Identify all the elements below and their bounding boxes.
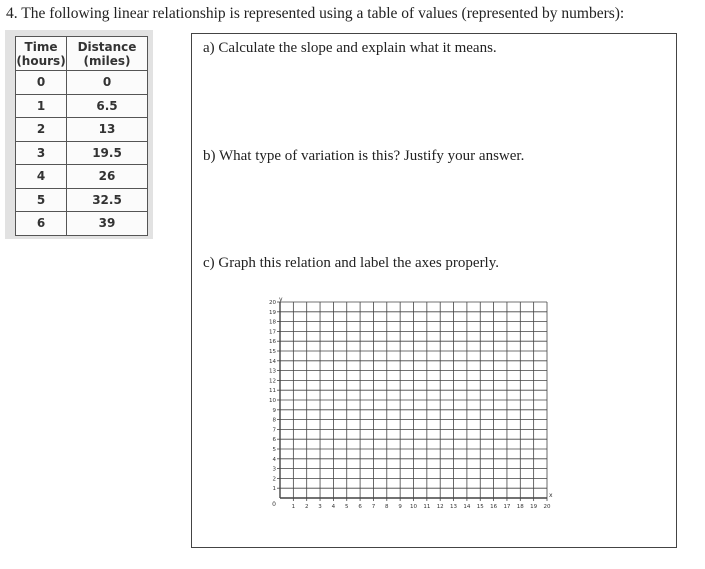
y-tick-label: 6 <box>272 437 276 444</box>
x-tick-label: 16 <box>490 504 498 510</box>
y-tick-label: 7 <box>272 427 276 434</box>
distance-header <box>67 37 148 71</box>
y-tick-label: 15 <box>269 349 276 355</box>
coordinate-grid <box>262 296 552 518</box>
time-cell: 3 <box>16 141 67 165</box>
y-tick-label: 11 <box>269 388 276 395</box>
distance-cell: 39 <box>67 212 148 236</box>
distance-cell: 19.5 <box>67 141 148 165</box>
part-c-prompt: c) Graph this relation and label the axes properly. <box>203 255 500 271</box>
y-tick-label: 5 <box>272 447 276 453</box>
y-axis-symbol: y <box>279 296 283 303</box>
x-tick-label: 1 <box>291 504 296 510</box>
table-row <box>16 94 148 118</box>
x-tick-label: 4 <box>331 504 336 510</box>
x-tick-label: 17 <box>503 504 511 510</box>
y-tick-label: 14 <box>269 358 276 365</box>
y-tick-label: 9 <box>272 407 276 414</box>
x-tick-label: 20 <box>543 504 551 510</box>
x-tick-label: 6 <box>358 504 362 510</box>
table-row <box>16 212 148 236</box>
time-cell: 0 <box>16 71 67 95</box>
x-tick-label: 15 <box>476 504 484 510</box>
y-tick-label: 13 <box>269 368 276 375</box>
y-tick-label: 4 <box>272 456 276 463</box>
y-tick-label: 2 <box>272 476 276 483</box>
x-tick-label: 19 <box>530 504 538 510</box>
origin-label: 0 <box>272 501 276 508</box>
time-cell: 6 <box>16 212 67 236</box>
y-tick-label: 16 <box>269 339 276 346</box>
x-tick-label: 3 <box>318 504 322 510</box>
y-tick-label: 3 <box>272 466 276 473</box>
y-tick-label: 18 <box>269 319 276 326</box>
y-tick-label: 19 <box>269 309 276 316</box>
distance-header-line1: Distance <box>77 39 137 54</box>
x-tick-label: 7 <box>371 504 376 510</box>
part-a-prompt: a) Calculate the slope and explain what it means. <box>203 40 497 56</box>
distance-header-line2: (miles) <box>83 53 131 68</box>
table-of-values <box>5 30 153 239</box>
y-tick-label: 17 <box>269 329 276 336</box>
x-tick-label: 11 <box>423 504 431 510</box>
y-tick-label: 8 <box>272 417 276 424</box>
table-row <box>16 71 148 95</box>
y-tick-label: 20 <box>269 300 276 306</box>
time-cell: 4 <box>16 165 67 189</box>
graph-area <box>262 296 552 523</box>
time-header-line1: Time <box>24 39 58 54</box>
y-tick-label: 10 <box>269 398 276 404</box>
distance-cell: 13 <box>67 118 148 142</box>
x-tick-label: 5 <box>345 504 349 510</box>
part-b-prompt: b) What type of variation is this? Justify your answer. <box>203 148 525 164</box>
time-header <box>16 37 67 71</box>
x-tick-label: 10 <box>410 504 417 510</box>
x-tick-label: 8 <box>385 504 389 510</box>
question-text: 4. The following linear relationship is represented using a table of values (represented by numbers): <box>6 5 625 22</box>
distance-cell: 0 <box>67 71 148 95</box>
time-cell: 2 <box>16 118 67 142</box>
y-tick-label: 12 <box>269 378 276 385</box>
x-tick-label: 14 <box>463 504 471 510</box>
y-tick-label: 1 <box>272 486 276 493</box>
table-row <box>16 188 148 212</box>
distance-cell: 32.5 <box>67 188 148 212</box>
time-cell: 5 <box>16 188 67 212</box>
x-tick-label: 18 <box>516 504 524 510</box>
x-tick-label: 9 <box>398 504 402 510</box>
x-axis-symbol: x <box>549 492 553 499</box>
table-row <box>16 165 148 189</box>
distance-cell: 6.5 <box>67 94 148 118</box>
distance-cell: 26 <box>67 165 148 189</box>
x-tick-label: 12 <box>436 504 444 510</box>
table-row <box>16 141 148 165</box>
table-row <box>16 118 148 142</box>
x-tick-label: 13 <box>450 504 458 510</box>
values-table <box>15 36 148 236</box>
time-cell: 1 <box>16 94 67 118</box>
x-tick-label: 2 <box>304 504 309 510</box>
time-header-line2: (hours) <box>16 53 66 68</box>
